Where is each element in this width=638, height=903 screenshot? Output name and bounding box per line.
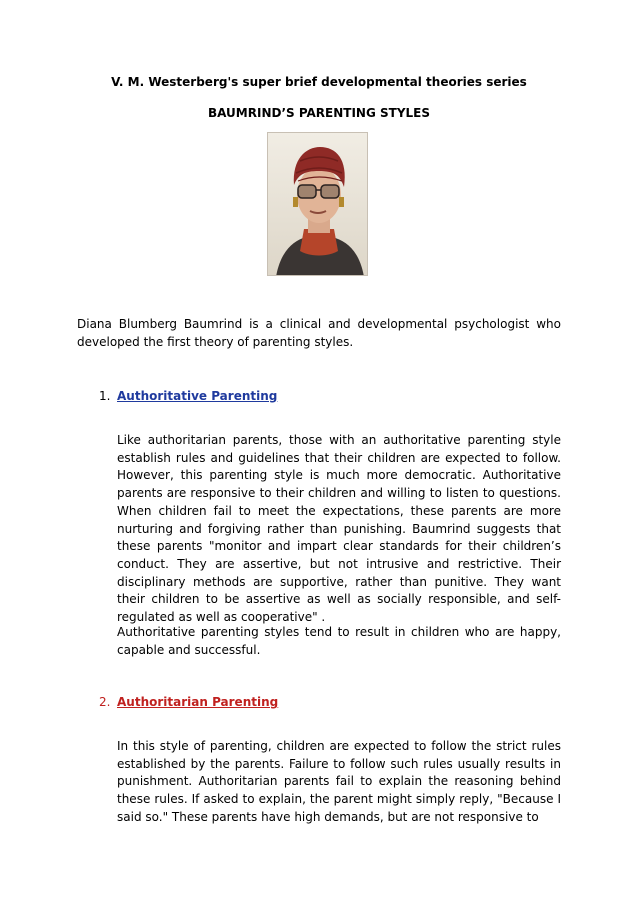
portrait-photo <box>267 132 368 276</box>
section-paragraph: In this style of parenting, children are expected to follow the strict rules established by the parents. Failure to follow such rules usually results in punishment. Authoritarian parents fail to explain the reasoning behind these rules. If asked to explain, the parent might simply reply, "Because I said so." These parents have high demands, but are not responsive to <box>117 739 561 824</box>
series-title: V. M. Westerberg's super brief developmental theories series <box>111 75 527 89</box>
section-paragraph: Like authoritarian parents, those with an authoritative parenting style establish rules and guidelines that their children are expected to follow. However, this parenting style is much more democratic. Authoritative parents are responsive to their children and willing to listen to questions. When children fail to meet the expectations, these parents are more nurturing and forgiving rather than punishing. Baumrind suggests that these parents "monitor and impart clear standards for their children’s conduct. They are assertive, but not intrusive and restrictive. Their disciplinary methods are supportive, rather than punitive. They want their children to be assertive as well as socially responsible, and self-regulated as well as cooperative" . <box>117 433 561 625</box>
intro-paragraph: Diana Blumberg Baumrind is a clinical and developmental psychologist who developed the first theory of parenting styles. <box>77 317 561 349</box>
section-heading-authoritative[interactable]: Authoritative Parenting <box>117 389 278 403</box>
topic-title: BAUMRIND’S PARENTING STYLES <box>207 106 431 120</box>
section-number: 2. <box>99 695 111 709</box>
section-heading-authoritarian[interactable]: Authoritarian Parenting <box>117 695 279 709</box>
portrait-photo-icon <box>268 133 368 276</box>
section-number: 1. <box>99 389 111 403</box>
section-paragraph: Authoritative parenting styles tend to result in children who are happy, capable and successful. <box>117 625 561 657</box>
